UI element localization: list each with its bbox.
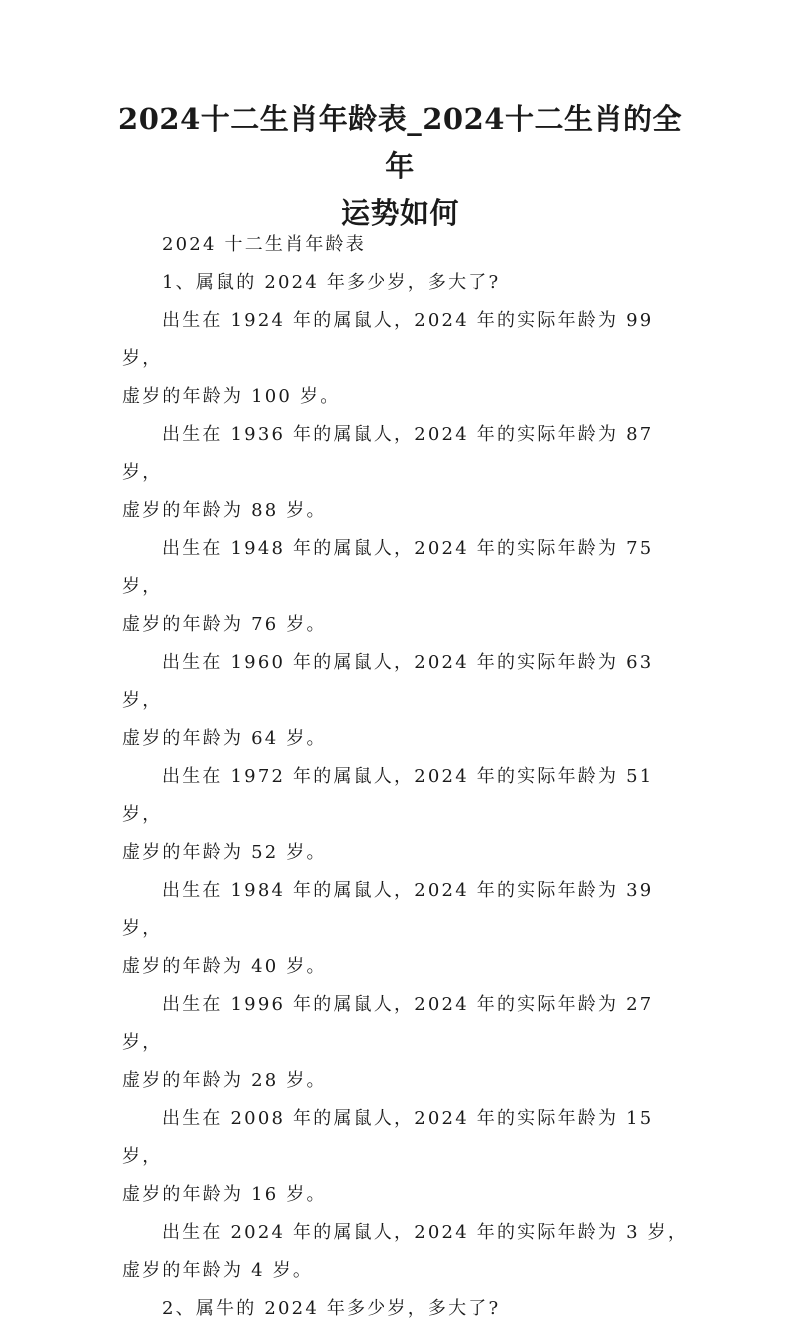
rat-entry-1960: [122, 644, 692, 720]
rat-entry-1924: [122, 302, 692, 378]
question-rat: 1、属鼠的 2024 年多少岁，多大了?: [162, 272, 501, 293]
rat-entry-text: 出生在 1948 年的属鼠人，2024 年的实际年龄为 75 岁，: [122, 538, 654, 597]
document-title-line-2: 运势如何: [340, 196, 459, 230]
rat-entry-text: 出生在 1960 年的属鼠人，2024 年的实际年龄为 63 岁，: [122, 652, 654, 711]
rat-entry-1924-cont: 虚岁的年龄为 100 岁。: [122, 386, 341, 407]
rat-entry-1984-cont: 虚岁的年龄为 40 岁。: [122, 956, 327, 977]
rat-entry-1984: [122, 872, 692, 948]
rat-entry-text: 出生在 1924 年的属鼠人，2024 年的实际年龄为 99 岁，: [122, 310, 654, 369]
rat-entry-text: 出生在 1984 年的属鼠人，2024 年的实际年龄为 39 岁，: [122, 880, 654, 939]
rat-entry-text: 出生在 1936 年的属鼠人，2024 年的实际年龄为 87 岁，: [122, 424, 654, 483]
document-title-line-1: 2024十二生肖年龄表_2024十二生肖的全年: [118, 102, 682, 183]
rat-entry-text: 出生在 2024 年的属鼠人，2024 年的实际年龄为 3 岁，: [162, 1222, 689, 1243]
rat-entry-1996: [122, 986, 692, 1062]
rat-entry-text: 出生在 2008 年的属鼠人，2024 年的实际年龄为 15 岁，: [122, 1108, 654, 1167]
document-body: [122, 226, 692, 1328]
rat-entry-1972: [122, 758, 692, 834]
rat-entry-1948-cont: 虚岁的年龄为 76 岁。: [122, 614, 327, 635]
rat-entry-1960-cont: 虚岁的年龄为 64 岁。: [122, 728, 327, 749]
rat-entry-1936: [122, 416, 692, 492]
question-ox: 2、属牛的 2024 年多少岁，多大了?: [162, 1298, 501, 1319]
rat-entry-text: 出生在 1996 年的属鼠人，2024 年的实际年龄为 27 岁，: [122, 994, 654, 1053]
rat-entry-1948: [122, 530, 692, 606]
rat-entry-2024: [122, 1214, 692, 1252]
rat-entry-2008: [122, 1100, 692, 1176]
rat-entry-1972-cont: 虚岁的年龄为 52 岁。: [122, 842, 327, 863]
rat-entry-2008-cont: 虚岁的年龄为 16 岁。: [122, 1184, 327, 1205]
section-heading: 2024 十二生肖年龄表: [162, 234, 366, 255]
rat-entry-1996-cont: 虚岁的年龄为 28 岁。: [122, 1070, 327, 1091]
rat-entry-text: 出生在 1972 年的属鼠人，2024 年的实际年龄为 51 岁，: [122, 766, 654, 825]
rat-entry-2024-cont: 虚岁的年龄为 4 岁。: [122, 1260, 314, 1281]
document-title: [110, 96, 690, 237]
rat-entry-1936-cont: 虚岁的年龄为 88 岁。: [122, 500, 327, 521]
